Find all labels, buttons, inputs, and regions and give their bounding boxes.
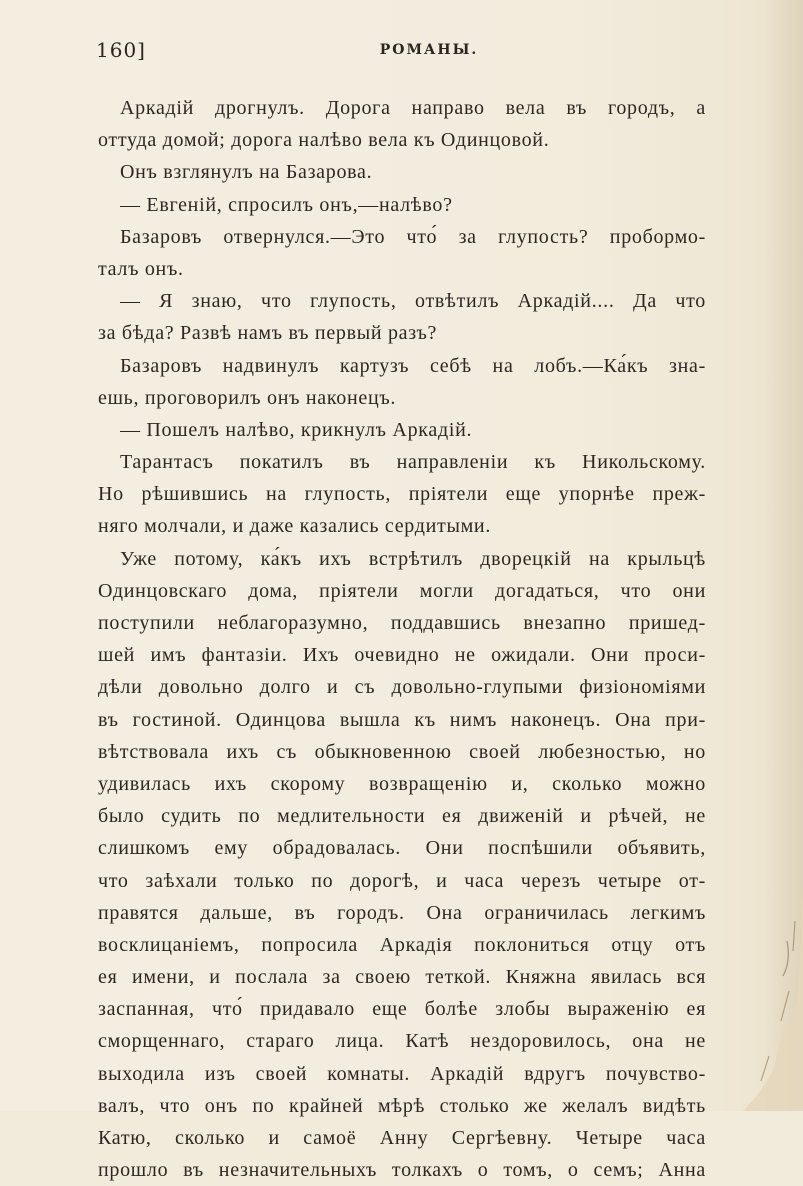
text-line: было судить по медлительности ея движеній и рѣчей, не — [98, 805, 706, 828]
text-line: сморщеннаго, стараго лица. Катѣ нездоровилось, она не — [98, 1030, 706, 1053]
text-line: въ гостиной. Одинцова вышла къ нимъ наконецъ. Она при- — [98, 708, 706, 731]
page-number: 160] — [96, 38, 146, 62]
text-line: — Я знаю, что глупость, отвѣтилъ Аркадій.... Да что — [120, 290, 706, 313]
text-line: — Пошелъ налѣво, крикнулъ Аркадій. — [120, 418, 473, 441]
text-line: — Евгеній, спросилъ онъ,—налѣво? — [120, 193, 453, 216]
text-line: Аркадій дрогнулъ. Дорога направо вела въ городъ, а — [120, 97, 706, 119]
text-line: валъ, что онъ по крайней мѣрѣ столько же желалъ видѣть — [98, 1094, 706, 1117]
text-line: выходила изъ своей комнаты. Аркадій вдругъ почувство- — [98, 1062, 706, 1085]
running-head: РОМАНЫ. — [379, 42, 479, 58]
text-line: Уже потому, ка́къ ихъ встрѣтилъ дворецкій на крыльцѣ — [120, 547, 706, 570]
text-line: дѣли довольно долго и съ довольно-глупыми физіономіями — [98, 676, 706, 699]
text-line: правятся дальше, въ городъ. Она ограничилась легкимъ — [98, 901, 706, 924]
text-line: Катю, сколько и самоё Анну Сергѣевну. Четыре часа — [98, 1127, 706, 1149]
text-line: что заѣхали только по дорогѣ, и часа черезъ четыре от- — [98, 869, 706, 892]
page-header — [96, 38, 707, 68]
text-line: Базаровъ отвернулся.—Это что́ за глупость? пробормо- — [120, 225, 706, 248]
text-line: слишкомъ ему обрадовалась. Они поспѣшили объявить, — [98, 837, 706, 860]
text-line: Базаровъ надвинулъ картузъ себѣ на лобъ.—Ка́къ зна- — [120, 354, 706, 377]
text-line: ешь, проговорилъ онъ наконецъ. — [98, 386, 397, 409]
text-line: няго молчали, и даже казались сердитыми. — [98, 515, 492, 538]
text-line: удивилась ихъ скорому возвращенію и, сколько можно — [98, 772, 706, 795]
text-line: оттуда домой; дорога налѣво вела къ Одинцовой. — [98, 129, 550, 152]
text-line: вѣтствовала ихъ съ обыкновенною своей любезностью, но — [98, 740, 706, 763]
text-line: заспанная, что́ придавало еще болѣе злобы выраженію ея — [98, 998, 706, 1021]
text-line: шей имъ фантазіи. Ихъ очевидно не ожидали. Они проси- — [98, 644, 706, 667]
text-line: ея имени, и послала за своею теткой. Княжна явилась вся — [98, 966, 706, 989]
text-line: восклицаніемъ, попросила Аркадія поклониться отцу отъ — [98, 933, 706, 956]
page-edge-shadow — [763, 0, 803, 1111]
text-line: прошло въ незначительныхъ толкахъ о томъ, о семъ; Анна — [98, 1159, 706, 1182]
body-text — [98, 92, 706, 1186]
text-line: Одинцовскаго дома, пріятели могли догадаться, что они — [98, 579, 706, 602]
text-line: за бѣда? Развѣ намъ въ первый разъ? — [98, 322, 438, 345]
text-line: Но рѣшившись на глупость, пріятели еще упорнѣе преж- — [98, 483, 706, 506]
text-line: талъ онъ. — [98, 257, 184, 280]
text-line: Тарантасъ покатилъ въ направленіи къ Никольскому. — [120, 451, 706, 474]
text-line: Онъ взглянулъ на Базарова. — [120, 161, 373, 184]
text-line: поступили неблагоразумно, поддавшись внезапно пришед- — [98, 612, 706, 634]
